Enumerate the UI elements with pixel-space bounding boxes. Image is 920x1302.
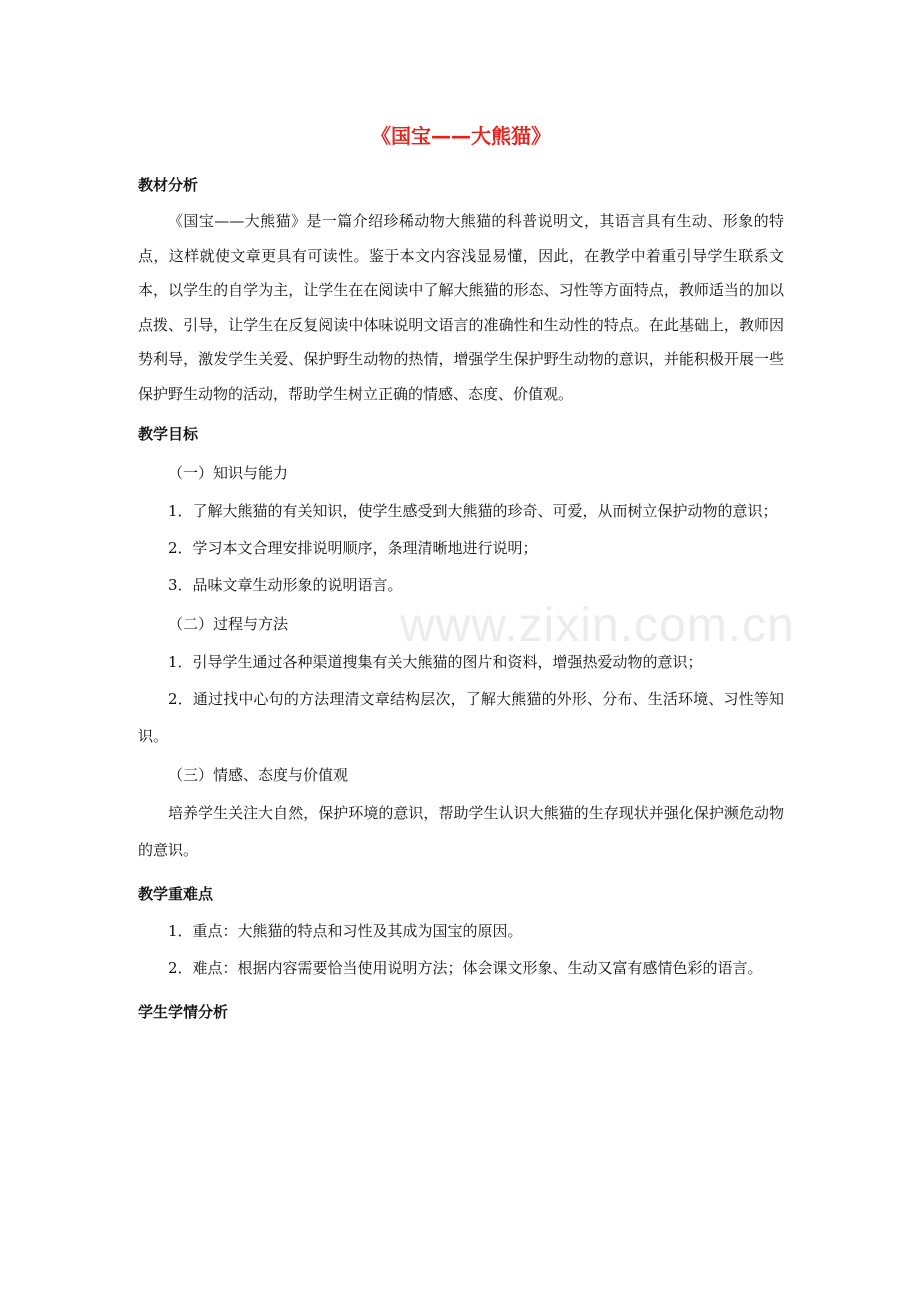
section-heading-keypoints: 教学重难点 [138, 885, 214, 903]
goal-item: 2．通过找中心句的方法理清文章结构层次，了解大熊猫的外形、分布、生活环境、习性等知识。 [138, 690, 784, 745]
keypoint-item: 2．难点：根据内容需要恰当使用说明方法；体会课文形象、生动又富有感情色彩的语言。 [168, 959, 763, 977]
goal-item: 3．品味文章生动形象的说明语言。 [168, 576, 403, 594]
goals-subheading-knowledge: （一）知识与能力 [168, 464, 289, 482]
section-heading-goals: 教学目标 [138, 425, 199, 443]
watermark: www.zixin.com.cn [400, 599, 795, 652]
goal-item: 1．引导学生通过各种渠道搜集有关大熊猫的图片和资料，增强热爱动物的意识； [168, 653, 703, 671]
goals-subheading-values: （三）情感、态度与价值观 [168, 766, 349, 784]
goal-item: 2．学习本文合理安排说明顺序，条理清晰地进行说明； [168, 539, 538, 557]
section-heading-students: 学生学情分析 [138, 1003, 229, 1021]
document-title: 《国宝——大熊猫》 [371, 124, 551, 148]
goals-subheading-process: （二）过程与方法 [168, 615, 289, 633]
keypoint-item: 1．重点：大熊猫的特点和习性及其成为国宝的原因。 [168, 922, 523, 940]
document-body [138, 120, 784, 1031]
analysis-paragraph: 《国宝——大熊猫》是一篇介绍珍稀动物大熊猫的科普说明文，其语言具有生动、形象的特点，这样就使文章更具有可读性。鉴于本文内容浅显易懂，因此，在教学中着重引导学生联系文本，以学生的自学为主，让学生在在阅读中了解大熊猫的形态、习性等方面特点，教师适当的加以点拨、引导，让学生在反复阅读中体味说明文语言的准确性和生动性的特点。在此基础上，教师因势利导，激发学生关爱、保护野生动物的热情，增强学生保护野生动物的意识，并能积极开展一些保护野生动物的活动，帮助学生树立正确的情感、态度、价值观。 [138, 212, 784, 403]
section-heading-analysis: 教材分析 [138, 176, 199, 194]
goal-item: 1．了解大熊猫的有关知识，使学生感受到大熊猫的珍奇、可爱，从而树立保护动物的意识； [168, 502, 778, 520]
goal-item: 培养学生关注大自然，保护环境的意识，帮助学生认识大熊猫的生存现状并强化保护濒危动物的意识。 [138, 804, 784, 859]
